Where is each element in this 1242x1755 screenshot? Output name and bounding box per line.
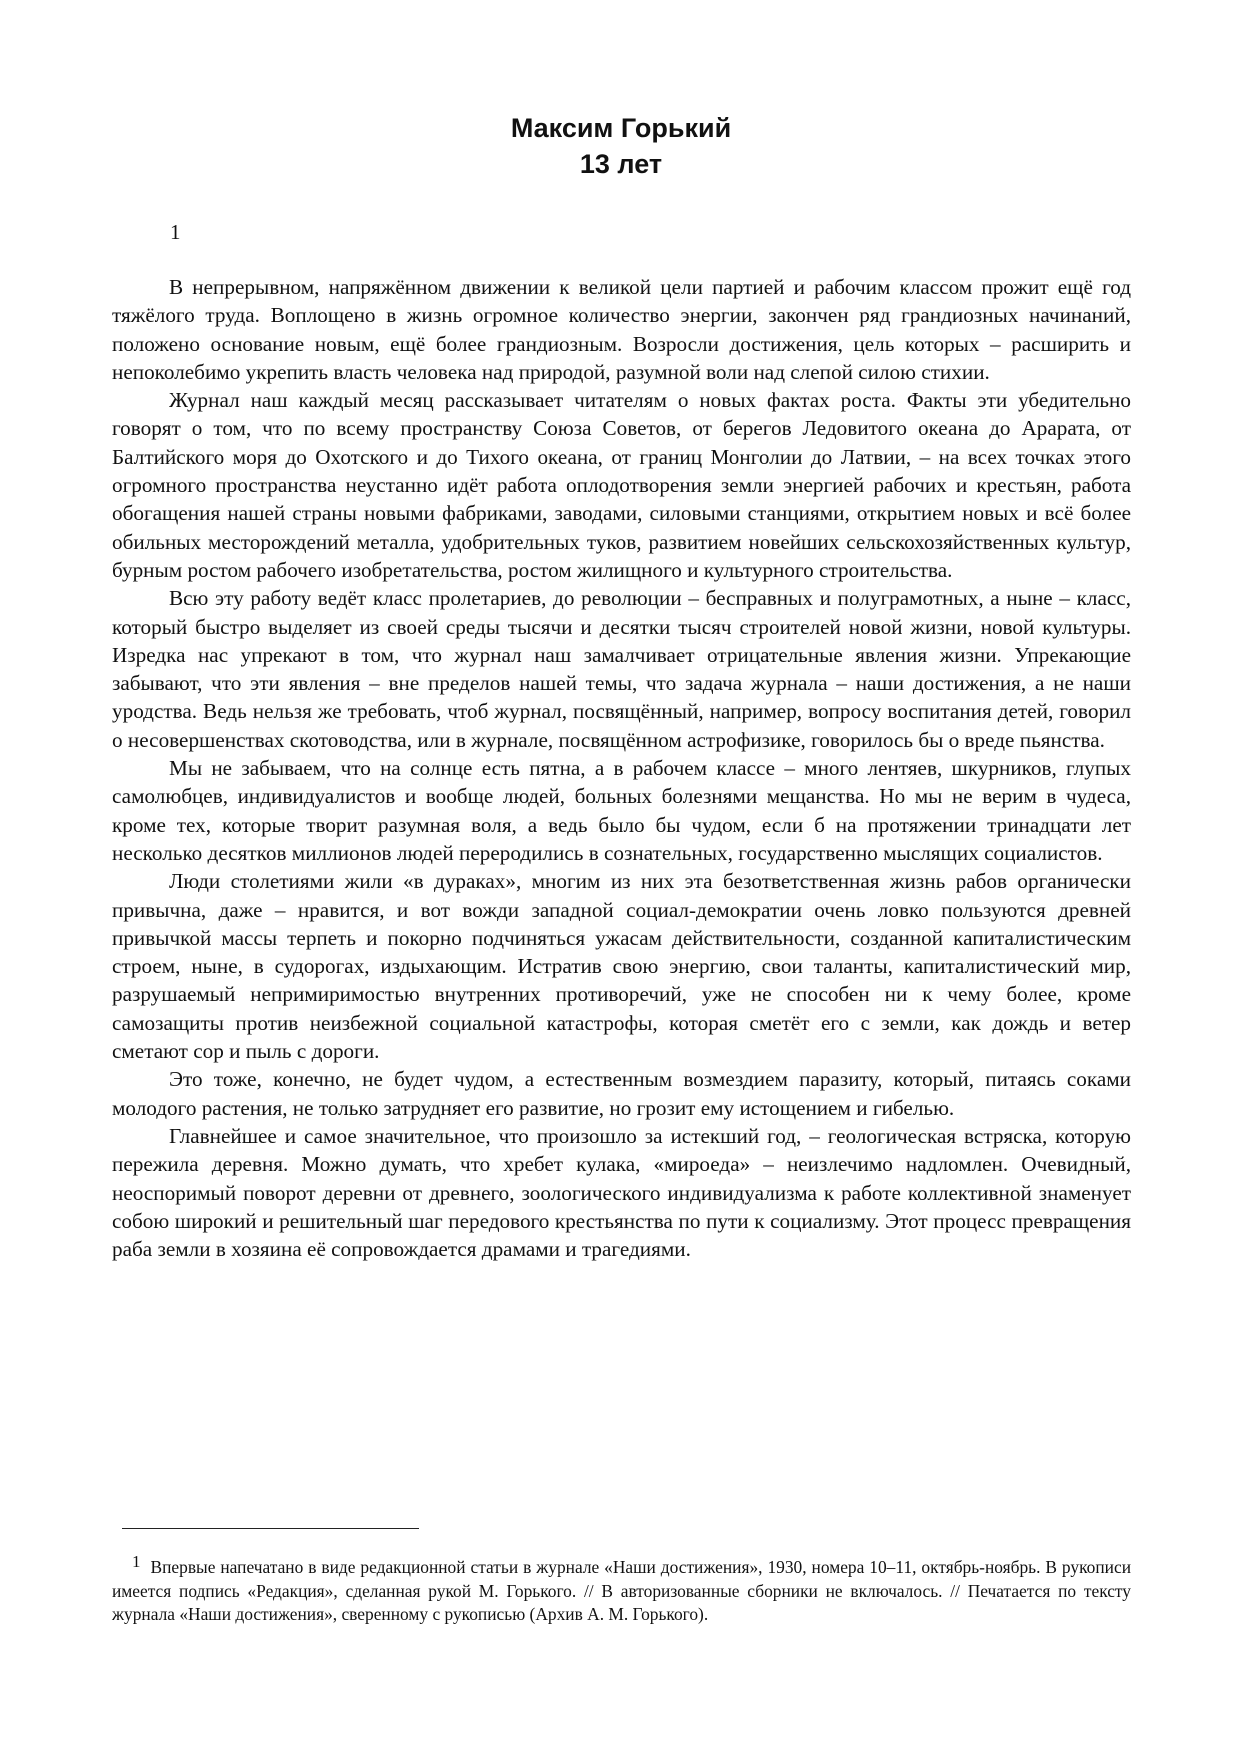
section-number: 1 [170, 220, 181, 244]
paragraph-7: Главнейшее и самое значительное, что произошло за истекший год, – геологическая встряска, которую пережила деревня. Можно думать, что хребет кулака, «мироеда» – неизлечимо надломлен. Очевидный, неоспоримый поворот деревни от древнего, зоологического индивидуализма к работе коллективной знаменует собою широкий и решительный шаг передового крестьянства по пути к социализму. Этот процесс превращения раба земли в хозяина её сопровождается драмами и трагедиями. [112, 1123, 1131, 1262]
footnote-divider [122, 1528, 419, 1529]
work-title: 13 лет [579, 149, 663, 179]
paragraph-3: Всю эту работу ведёт класс пролетариев, до революции – бесправных и полуграмотных, а ныне – класс, который быстро выделяет из своей среды тысячи и десятки тысяч строителей новой жизни, новой культуры. Изредка нас упрекают в том, что журнал наш замалчивает отрицательные явления жизни. Упрекающие забывают, что эти явления – вне пределов нашей темы, что задача журнала – наши достижения, а не наши уродства. Ведь нельзя же требовать, чтоб журнал, посвящённый, например, вопросу воспитания детей, говорил о несовершенствах скотоводства, или в журнале, посвящённом астрофизике, говорилось бы о вреде пьянства. [112, 586, 1131, 752]
paragraph-6: Это тоже, конечно, не будет чудом, а естественным возмездием паразиту, который, питаясь соками молодого растения, не только затрудняет его развитие, но грозит ему истощением и гибелью. [112, 1067, 1131, 1120]
author-name: Максим Горький [510, 113, 732, 143]
paragraph-5: Люди столетиями жили «в дураках», многим из них эта безответственная жизнь рабов органически привычна, даже – нравится, и вот вожди западной социал-демократии очень ловко пользуются древней привычкой массы терпеть и покорно подчиняться ужасам действительности, созданной капиталистическим строем, ныне, в судорогах, издыхающим. Истратив свою энергию, свои таланты, капиталистический мир, разрушаемый непримиримостью внутренних противоречий, уже не способен ни к чему более, кроме самозащиты против неизбежной социальной катастрофы, которая сметёт его с земли, как дождь и ветер сметают сор и пыль с дороги. [112, 869, 1131, 1064]
paragraph-1: В непрерывном, напряжённом движении к великой цели партией и рабочим классом прожит ещё год тяжёлого труда. Воплощено в жизнь огромное количество энергии, закончен ряд грандиозных начинаний, положено основание новым, ещё более грандиозным. Возросли достижения, цель которых – расширить и непоколебимо укрепить власть человека над природой, разумной воли над слепой силою стихии. [112, 275, 1131, 384]
paragraph-2: Журнал наш каждый месяц рассказывает читателям о новых фактах роста. Факты эти убедительно говорят о том, что по всему пространству Союза Советов, от берегов Ледовитого океана до Арарата, от Балтийского моря до Охотского и до Тихого океана, от границ Монголии до Латвии, – на всех точках этого огромного пространства неустанно идёт работа оплодотворения земли энергией рабочих и крестьян, работа обогащения нашей страны новыми фабриками, заводами, силовыми станциями, открытием новых и всё более обильных месторождений металла, удобрительных туков, развитием новейших сельскохозяйственных культур, бурным ростом рабочего изобретательства, ростом жилищного и культурного строительства. [112, 388, 1131, 582]
footnote [112, 1552, 1131, 1627]
article-body [112, 273, 1131, 1263]
footnote-text: Впервые напечатано в виде редакционной статьи в журнале «Наши достижения», 1930, номера 10–11, октябрь-ноябрь. В рукописи имеется подпись «Редакция», сделанная рукой М. Горького. // В авторизованные сборники не включалось. // Печатается по тексту журнала «Наши достижения», сверенному с рукописью (Архив А. М. Горького). [112, 1557, 1131, 1624]
paragraph-4: Мы не забываем, что на солнце есть пятна, а в рабочем классе – много лентяев, шкурников, глупых самолюбцев, индивидуалистов и вообще людей, больных болезнями мещанства. Но мы не верим в чудеса, кроме тех, которые творит разумная воля, а ведь было бы чудом, если б на протяжении тринадцати лет несколько десятков миллионов людей переродились в сознательных, государственно мыслящих социалистов. [112, 756, 1131, 865]
footnote-marker: 1 [132, 1552, 141, 1571]
